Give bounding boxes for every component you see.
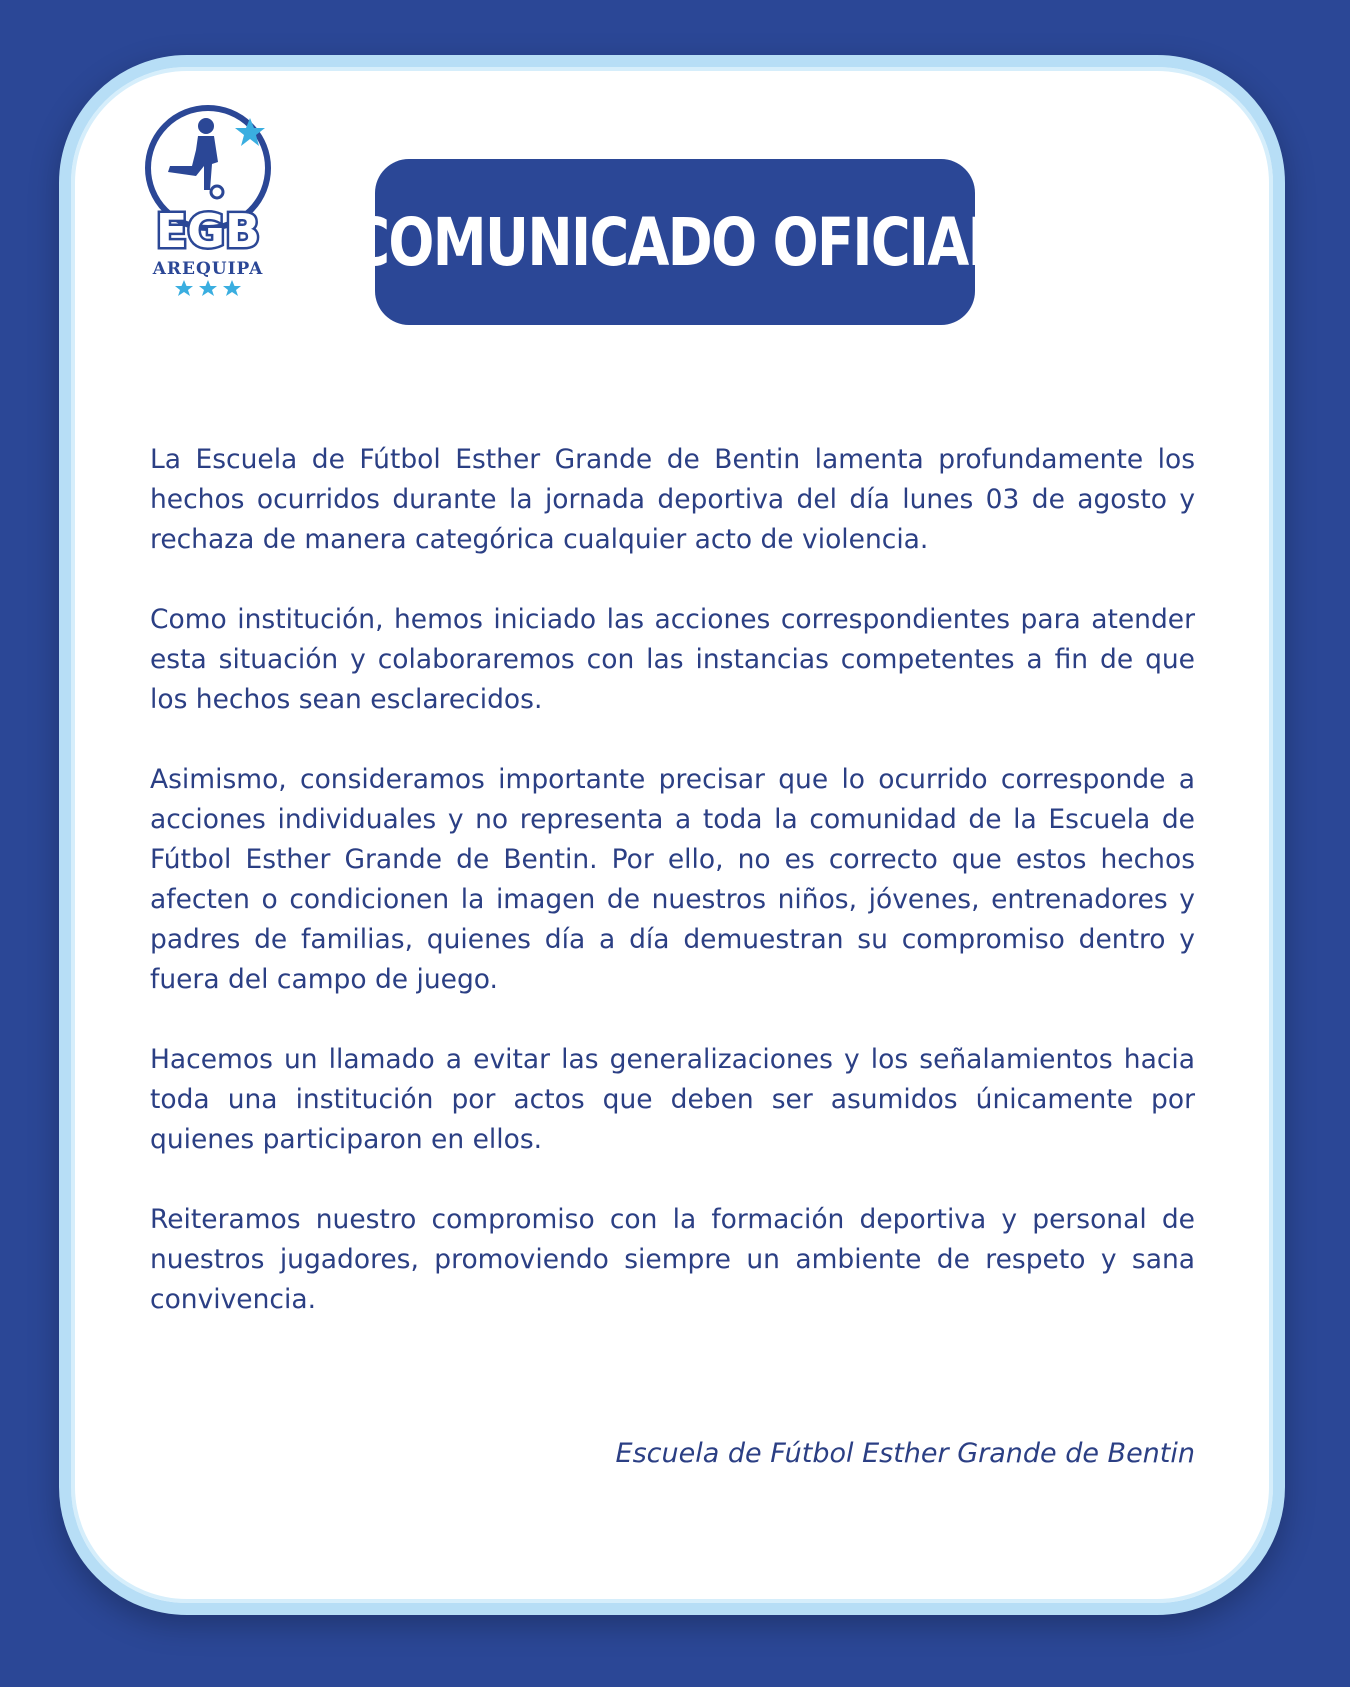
paragraph: La Escuela de Fútbol Esther Grande de Bentin lamenta profundamente los hechos ocurridos durante la jornada deportiva del día lunes 03 de agosto y rechaza de manera categórica cualquier acto de violencia. — [150, 444, 1195, 555]
egb-logo — [138, 100, 278, 300]
signature: Escuela de Fútbol Esther Grande de Bentin — [615, 1438, 1195, 1469]
statement-body — [150, 440, 1195, 1360]
page-title: COMUNICADO OFICIAL — [349, 203, 1001, 281]
rating-stars-icon — [175, 280, 241, 296]
paragraph: Hacemos un llamado a evitar las generalizaciones y los señalamientos hacia toda una institución por actos que deben ser asumidos únicamente por quienes participaron en ellos. — [150, 1044, 1195, 1155]
soccer-player-icon — [168, 118, 223, 198]
paragraph: Como institución, hemos iniciado las acciones correspondientes para atender esta situación y colaboraremos con las instancias competentes a fin de que los hechos sean esclarecidos. — [150, 604, 1195, 715]
paragraph: Asimismo, consideramos importante precisar que lo ocurrido corresponde a acciones individuales y no representa a toda la comunidad de la Escuela de Fútbol Esther Grande de Bentin. Por ello, no es correcto que estos hechos afecten o condicionen la imagen de nuestros niños, jóvenes, entrenadores y padres de familias, quienes día a día demuestran su compromiso dentro y fuera del campo de juego. — [150, 764, 1195, 995]
title-banner — [349, 159, 1001, 325]
logo-initials: EGB — [155, 204, 261, 258]
logo-city: AREQUIPA — [152, 259, 264, 279]
paragraph: Reiteramos nuestro compromiso con la formación deportiva y personal de nuestros jugadores, promoviendo siempre un ambiente de respeto y sana convivencia. — [150, 1204, 1195, 1315]
